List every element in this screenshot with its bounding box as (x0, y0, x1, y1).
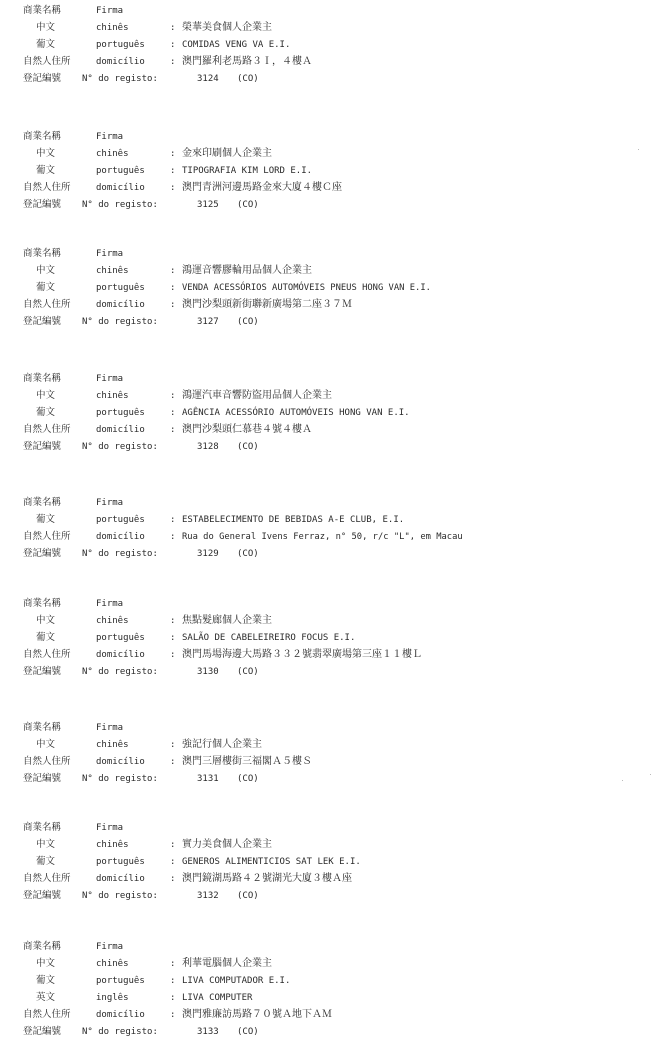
firm-label-zh: 商業名稱 (23, 598, 62, 609)
colon: : (170, 874, 176, 884)
registry-code: (CO) (237, 1027, 259, 1037)
chinese-label: 中文 (36, 390, 56, 401)
domicile-label-pt: domicílio (96, 757, 145, 767)
domicile-address: 澳門青洲河邊馬路金來大廈４樓Ｃ座 (182, 182, 342, 193)
chinese-label: 中文 (36, 839, 56, 850)
registry-code: (CO) (237, 891, 259, 901)
portuguese-label-pt: português (96, 166, 145, 176)
colon: : (170, 183, 176, 193)
registry-label-pt: N° do registo: (82, 200, 158, 210)
portuguese-name: VENDA ACESSÓRIOS AUTOMÓVEIS PNEUS HONG VAN E.I. (182, 283, 431, 293)
registry-label: 登記編號 (23, 890, 62, 901)
registry-label: 登記編號 (23, 73, 62, 84)
domicile-label-pt: domicílio (96, 183, 145, 193)
domicile-label: 自然人住所 (23, 756, 71, 767)
registry-label-pt: N° do registo: (82, 549, 158, 559)
portuguese-name: COMIDAS VENG VA E.I. (182, 40, 291, 50)
firm-label-pt: Firma (96, 132, 124, 142)
firm-label-pt: Firma (96, 942, 124, 952)
registry-number: 3131 (197, 774, 219, 784)
chinese-label: 中文 (36, 739, 56, 750)
firm-label-pt: Firma (96, 6, 124, 16)
chinese-name: 焦點髮廊個人企業主 (182, 615, 272, 626)
registry-code: (CO) (237, 442, 259, 452)
english-label: 英文 (36, 992, 56, 1003)
portuguese-name: GENEROS ALIMENTICIOS SAT LEK E.I. (182, 857, 361, 867)
firm-label-zh: 商業名稱 (23, 822, 62, 833)
registry-label: 登記編號 (23, 666, 62, 677)
portuguese-label: 葡文 (36, 856, 56, 867)
chinese-label-pt: chinês (96, 23, 129, 33)
colon: : (170, 425, 176, 435)
chinese-label: 中文 (36, 958, 56, 969)
english-name: LIVA COMPUTER (182, 993, 253, 1003)
chinese-label-pt: chinês (96, 391, 129, 401)
registry-code: (CO) (237, 74, 259, 84)
portuguese-label: 葡文 (36, 282, 56, 293)
chinese-label-pt: chinês (96, 149, 129, 159)
colon: : (170, 391, 176, 401)
domicile-address: 澳門沙梨頭仁慕巷４號４樓Ａ (182, 424, 312, 435)
portuguese-label-pt: português (96, 408, 145, 418)
colon: : (170, 283, 176, 293)
portuguese-name: SALÃO DE CABELEIREIRO FOCUS E.I. (182, 633, 356, 643)
domicile-label: 自然人住所 (23, 56, 71, 67)
colon: : (170, 857, 176, 867)
domicile-label: 自然人住所 (23, 424, 71, 435)
domicile-address: 澳門馬場海邊大馬路３３２號翡翠廣場第三座１１樓Ｌ (182, 649, 422, 660)
scan-speck (650, 774, 651, 775)
registry-number: 3130 (197, 667, 219, 677)
chinese-name: 榮華美食個人企業主 (182, 22, 272, 33)
registry-code: (CO) (237, 774, 259, 784)
registry-label-pt: N° do registo: (82, 1027, 158, 1037)
portuguese-label: 葡文 (36, 39, 56, 50)
domicile-label: 自然人住所 (23, 182, 71, 193)
colon: : (170, 166, 176, 176)
registry-label-pt: N° do registo: (82, 442, 158, 452)
domicile-label-pt: domicílio (96, 532, 145, 542)
portuguese-label: 葡文 (36, 632, 56, 643)
domicile-label: 自然人住所 (23, 531, 71, 542)
firm-label-pt: Firma (96, 599, 124, 609)
registry-number: 3127 (197, 317, 219, 327)
colon: : (170, 740, 176, 750)
colon: : (170, 408, 176, 418)
domicile-label-pt: domicílio (96, 57, 145, 67)
registry-label: 登記編號 (23, 199, 62, 210)
portuguese-label-pt: português (96, 857, 145, 867)
chinese-name: 實力美食個人企業主 (182, 839, 272, 850)
portuguese-name: AGÊNCIA ACESSÓRIO AUTOMÓVEIS HONG VAN E.I. (182, 408, 410, 418)
registry-label-pt: N° do registo: (82, 317, 158, 327)
colon: : (170, 840, 176, 850)
scan-speck (638, 149, 639, 150)
portuguese-label: 葡文 (36, 514, 56, 525)
portuguese-label: 葡文 (36, 407, 56, 418)
registry-number: 3125 (197, 200, 219, 210)
domicile-label: 自然人住所 (23, 299, 71, 310)
registry-code: (CO) (237, 549, 259, 559)
scan-speck (622, 780, 623, 781)
firm-label-zh: 商業名稱 (23, 5, 62, 16)
colon: : (170, 633, 176, 643)
chinese-name: 鴻運汽車音響防盜用品個人企業主 (182, 390, 332, 401)
registry-label-pt: N° do registo: (82, 774, 158, 784)
colon: : (170, 993, 176, 1003)
domicile-address: 澳門沙梨頭新街聯新廣場第二座３７Ｍ (182, 299, 352, 310)
firm-label-zh: 商業名稱 (23, 722, 62, 733)
chinese-label-pt: chinês (96, 616, 129, 626)
colon: : (170, 149, 176, 159)
registry-label: 登記編號 (23, 316, 62, 327)
english-label-pt: inglês (96, 993, 129, 1003)
colon: : (170, 976, 176, 986)
chinese-label-pt: chinês (96, 740, 129, 750)
firm-label-pt: Firma (96, 498, 124, 508)
chinese-label: 中文 (36, 22, 56, 33)
portuguese-label: 葡文 (36, 975, 56, 986)
firm-label-zh: 商業名稱 (23, 248, 62, 259)
firm-label-zh: 商業名稱 (23, 497, 62, 508)
colon: : (170, 650, 176, 660)
chinese-name: 利華電腦個人企業主 (182, 958, 272, 969)
colon: : (170, 57, 176, 67)
registry-code: (CO) (237, 317, 259, 327)
colon: : (170, 40, 176, 50)
colon: : (170, 1010, 176, 1020)
firm-label-pt: Firma (96, 823, 124, 833)
portuguese-label-pt: português (96, 633, 145, 643)
chinese-name: 鴻運音響膠輪用品個人企業主 (182, 265, 312, 276)
domicile-label-pt: domicílio (96, 425, 145, 435)
domicile-address: 澳門鏡湖馬路４２號湖光大廈３樓Ａ座 (182, 873, 352, 884)
chinese-label: 中文 (36, 148, 56, 159)
registry-number: 3129 (197, 549, 219, 559)
portuguese-name: LIVA COMPUTADOR E.I. (182, 976, 291, 986)
registry-number: 3133 (197, 1027, 219, 1037)
colon: : (170, 532, 176, 542)
registry-number: 3124 (197, 74, 219, 84)
domicile-label-pt: domicílio (96, 1010, 145, 1020)
registry-code: (CO) (237, 667, 259, 677)
domicile-label: 自然人住所 (23, 1009, 71, 1020)
portuguese-label-pt: português (96, 515, 145, 525)
portuguese-label: 葡文 (36, 165, 56, 176)
registry-code: (CO) (237, 200, 259, 210)
colon: : (170, 23, 176, 33)
portuguese-label-pt: português (96, 976, 145, 986)
registry-label: 登記編號 (23, 773, 62, 784)
chinese-label: 中文 (36, 265, 56, 276)
domicile-label-pt: domicílio (96, 874, 145, 884)
domicile-address: 澳門羅利老馬路３Ｉ，４樓Ａ (182, 56, 312, 67)
colon: : (170, 616, 176, 626)
firm-label-zh: 商業名稱 (23, 131, 62, 142)
chinese-label-pt: chinês (96, 840, 129, 850)
registry-number: 3132 (197, 891, 219, 901)
firm-label-pt: Firma (96, 723, 124, 733)
colon: : (170, 959, 176, 969)
registry-label: 登記編號 (23, 441, 62, 452)
colon: : (170, 266, 176, 276)
firm-label-zh: 商業名稱 (23, 373, 62, 384)
registry-label-pt: N° do registo: (82, 891, 158, 901)
domicile-label-pt: domicílio (96, 300, 145, 310)
firm-label-zh: 商業名稱 (23, 941, 62, 952)
firm-label-pt: Firma (96, 374, 124, 384)
portuguese-label-pt: português (96, 283, 145, 293)
chinese-name: 強記行個人企業主 (182, 739, 262, 750)
registry-label-pt: N° do registo: (82, 74, 158, 84)
portuguese-name: TIPOGRAFIA KIM LORD E.I. (182, 166, 313, 176)
registry-label: 登記編號 (23, 1026, 62, 1037)
portuguese-name: ESTABELECIMENTO DE BEBIDAS A-E CLUB, E.I. (182, 515, 405, 525)
domicile-address: 澳門雅廉訪馬路７０號Ａ地下ＡＭ (182, 1009, 332, 1020)
colon: : (170, 300, 176, 310)
registry-number: 3128 (197, 442, 219, 452)
registry-label-pt: N° do registo: (82, 667, 158, 677)
colon: : (170, 757, 176, 767)
chinese-label-pt: chinês (96, 959, 129, 969)
domicile-label: 自然人住所 (23, 649, 71, 660)
registry-label: 登記編號 (23, 548, 62, 559)
domicile-label-pt: domicílio (96, 650, 145, 660)
chinese-name: 金來印刷個人企業主 (182, 148, 272, 159)
domicile-label: 自然人住所 (23, 873, 71, 884)
chinese-label: 中文 (36, 615, 56, 626)
firm-label-pt: Firma (96, 249, 124, 259)
chinese-label-pt: chinês (96, 266, 129, 276)
domicile-address: 澳門三層樓街三福閣Ａ５樓Ｓ (182, 756, 312, 767)
colon: : (170, 515, 176, 525)
domicile-address: Rua do General Ivens Ferraz, n° 50, r/c "L", em Macau (182, 532, 463, 542)
portuguese-label-pt: português (96, 40, 145, 50)
